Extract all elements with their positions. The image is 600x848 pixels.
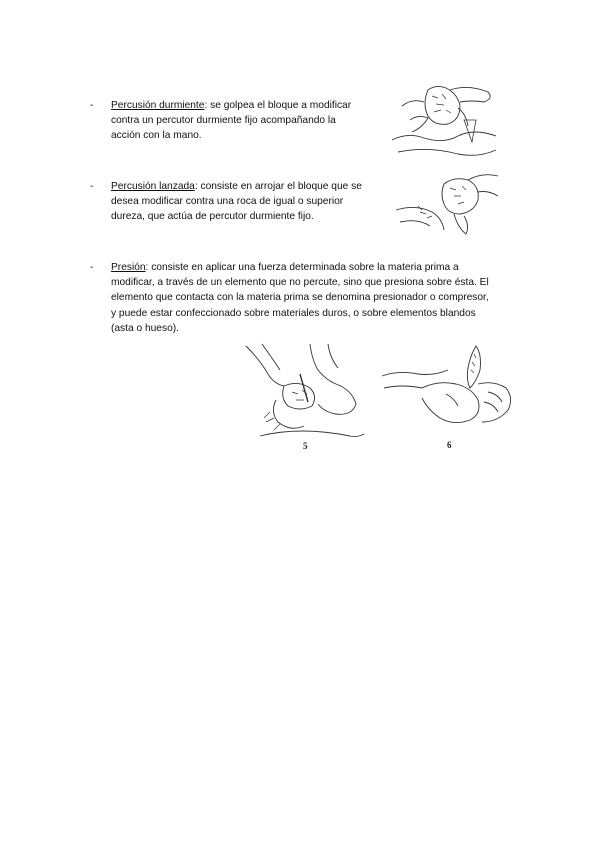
item-text — [111, 98, 351, 144]
bullet-dash: - — [90, 262, 94, 273]
item-line: modificar, a través de un elemento que no percute, sino que presiona sobre ésta. El — [111, 277, 489, 289]
bullet-dash: - — [90, 181, 94, 192]
item-text — [111, 260, 489, 336]
item-line: y puede estar confeccionado sobre materiales duros, o sobre elementos blandos — [111, 307, 476, 319]
figure-number-5: 5 — [303, 441, 308, 451]
illustration-presion-6 — [378, 340, 518, 434]
illustration-percusion-durmiente — [388, 80, 500, 160]
item-line: desea modificar contra una roca de igual o superior — [111, 196, 344, 208]
item-term: Presión — [111, 262, 146, 273]
item-line: (asta o hueso). — [111, 322, 179, 334]
illustration-percusion-lanzada — [392, 170, 502, 246]
item-line: elemento que contacta con la materia prima se denomina presionador o compresor, — [111, 292, 489, 304]
item-line: : consiste en arrojar el bloque que se — [194, 181, 362, 192]
figure-number-6: 6 — [447, 440, 452, 450]
item-line: dureza, que actúa de percutor durmiente fijo. — [111, 211, 314, 223]
item-term: Percusión lanzada — [111, 181, 195, 192]
illustration-presion-5 — [240, 340, 370, 442]
item-line: : consiste en aplicar una fuerza determinada sobre la materia prima a — [145, 262, 459, 273]
item-line: : se golpea el bloque a modificar — [204, 100, 352, 111]
bullet-dash: - — [90, 100, 94, 111]
item-line: acción con la mano. — [111, 130, 202, 142]
item-text — [111, 179, 362, 225]
item-line: contra un percutor durmiente fijo acompañando la — [111, 115, 336, 127]
item-term: Percusión durmiente — [111, 100, 205, 111]
